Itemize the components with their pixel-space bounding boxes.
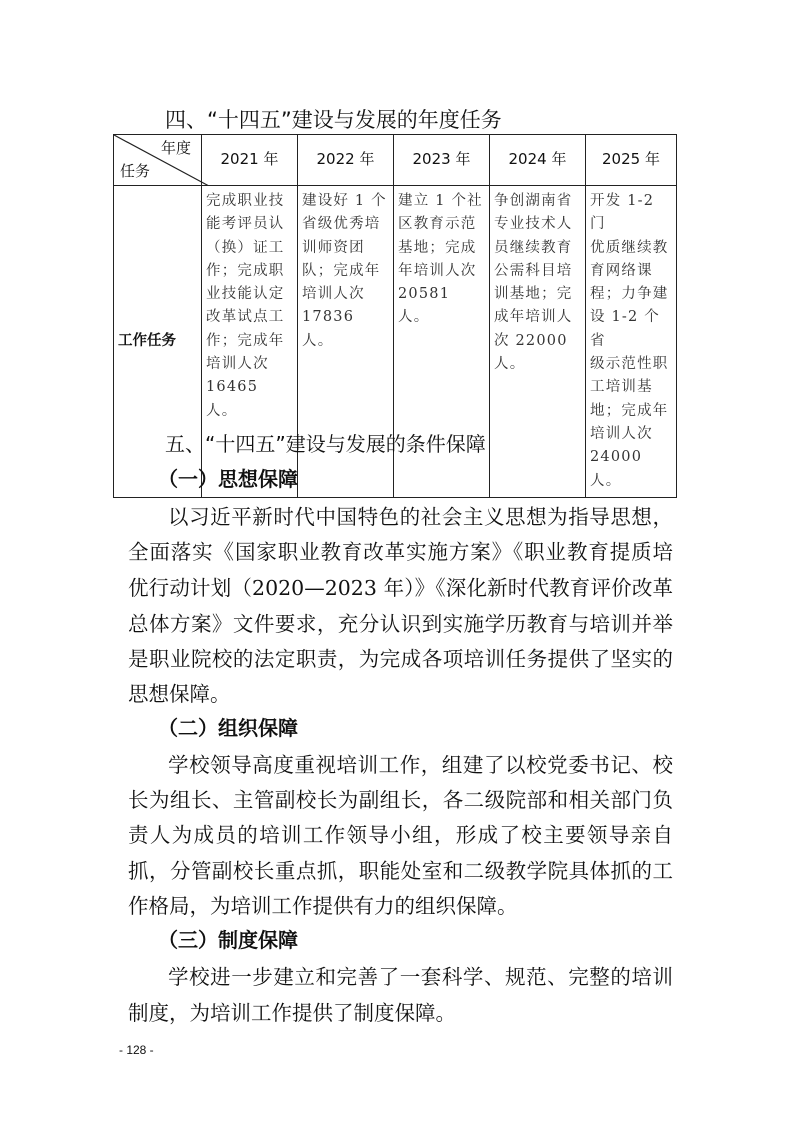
paragraph-line: 总体方案》文件要求，充分认识到实施学历教育与培训并举 xyxy=(128,612,673,636)
year-header: 2024 年 xyxy=(490,135,586,186)
task-cell-2023: 建立 1 个社 区教育示范 基地；完成 年培训人次 20581 人。 xyxy=(394,186,490,498)
corner-header-cell xyxy=(114,135,202,186)
year-header: 2023 年 xyxy=(394,135,490,186)
task-cell-2024: 争创湖南省 专业技术人 员继续教育 公需科目培 训基地；完 成年培训人 次 22000 人。 xyxy=(490,186,586,498)
subsection2-title: （二）组织保障 xyxy=(158,716,298,740)
year-header: 2025 年 xyxy=(586,135,677,186)
task-cell-2021: 完成职业技 能考评员认 （换）证工 作；完成职 业技能认定 改革试点工 作；完成年 培训人次 16465 人。 xyxy=(202,186,298,498)
subsection3-title: （三）制度保障 xyxy=(158,928,298,952)
corner-task-label: 任务 xyxy=(120,161,151,180)
year-header: 2021 年 xyxy=(202,135,298,186)
section5-title: 五、“十四五”建设与发展的条件保障 xyxy=(165,432,486,456)
paragraph-line: 责人为成员的培训工作领导小组，形成了校主要领导亲自 xyxy=(128,823,673,847)
table-header-row xyxy=(114,135,677,186)
section4-title: 四、“十四五”建设与发展的年度任务 xyxy=(165,108,502,132)
year-header: 2022 年 xyxy=(298,135,394,186)
paragraph-line: 全面落实《国家职业教育改革实施方案》《职业教育提质培 xyxy=(128,540,673,564)
paragraph-line: 优行动计划（2020—2023 年）》《深化新时代教育评价改革 xyxy=(128,576,673,600)
paragraph-line: 以习近平新时代中国特色的社会主义思想为指导思想， xyxy=(168,505,673,529)
task-cell-2022: 建设好 1 个 省级优秀培 训师资团 队；完成年 培训人次 17836 人。 xyxy=(298,186,394,498)
paragraph-line: 抓，分管副校长重点抓，职能处室和二级教学院具体抓的工 xyxy=(128,859,673,883)
paragraph-line: 学校进一步建立和完善了一套科学、规范、完整的培训 xyxy=(168,965,673,989)
page-number: - 128 - xyxy=(119,1043,154,1057)
paragraph-line: 是职业院校的法定职责，为完成各项培训任务提供了坚实的 xyxy=(128,647,673,671)
paragraph-line: 制度，为培训工作提供了制度保障。 xyxy=(128,1001,456,1025)
row-label: 工作任务 xyxy=(114,186,202,498)
subsection1-title: （一）思想保障 xyxy=(158,467,298,491)
paragraph-line: 思想保障。 xyxy=(128,682,231,706)
paragraph-line: 长为组长、主管副校长为副组长，各二级院部和相关部门负 xyxy=(128,788,673,812)
task-cell-2025: 开发 1-2 门 优质继续教 育网络课 程；力争建 设 1-2 个省 级示范性职 工培训基 地；完成年 培训人次 24000 人。 xyxy=(586,186,677,498)
corner-year-label: 年度 xyxy=(160,139,191,157)
paragraph-line: 学校领导高度重视培训工作，组建了以校党委书记、校 xyxy=(168,753,673,777)
paragraph-line: 作格局，为培训工作提供有力的组织保障。 xyxy=(128,894,518,918)
